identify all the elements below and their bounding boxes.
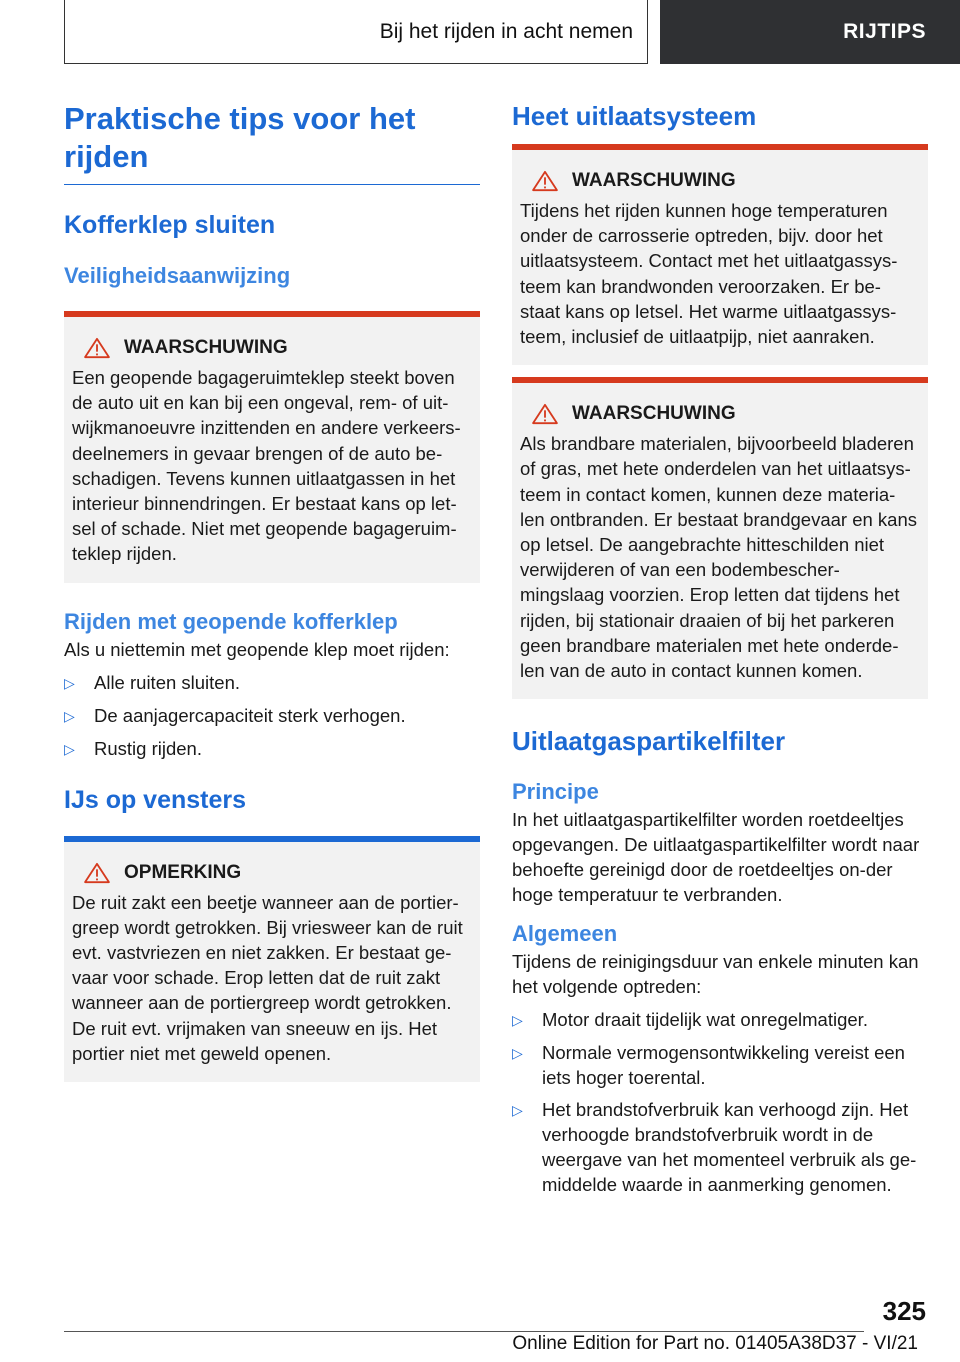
footer-edition [512,1333,918,1355]
warning-box-uitlaat-1 [512,144,928,365]
note-header [72,862,472,884]
warning-box-uitlaat-2 [512,377,928,699]
warning-label: WAARSCHUWING [124,337,288,358]
page-title: Praktische tips voor het rijden [64,100,480,185]
triangle-bullet-icon: ▷ [512,1102,523,1119]
algemeen-intro: Tijdens de reinigingsduur van enkele minuten kan het volgende optreden: [512,951,919,998]
triangle-bullet-icon: ▷ [512,1012,523,1029]
header-section-title: Bij het rijden in acht nemen [64,0,648,64]
warning-box-kofferklep [64,311,480,583]
list-item: ▷ Rustig rijden. [64,736,480,762]
warning-header [72,337,472,359]
subsection-veiligheid: Veiligheidsaanwijzing [64,263,291,288]
list-item: ▷ Motor draait tijdelijk wat onregelmatiger. [512,1007,928,1033]
page-number: 325 [882,1296,926,1326]
intro-text: Als u niettemin met geopende klep moet rijden: [64,638,450,660]
list-item: ▷ Normale vermogensontwikkeling vereist een iets hoger toerental. [512,1042,905,1089]
warning-text: Een geopende bagageruimteklep steekt boven de auto uit en kan bij een ongeval, rem- of uit-wijkmanoeuvre inzittenden en andere verkeers-deelnemers in gevaar brengen of de auto be-schadigen. Tevens kunnen uitlaatgassen in het interieur binnendringen. Er bestaat kans op let-sel of schade. Niet met geopende bagageruim-teklep rijden. [72,367,461,565]
warning-header [520,403,920,425]
section-title-kofferklep: Kofferklep sluiten [64,211,276,239]
warning-label: WAARSCHUWING [572,170,736,191]
warning-label: WAARSCHUWING [572,403,736,425]
subsection-principe: Principe [512,779,599,805]
warning-text: Als brandbare materialen, bijvoorbeeld bladeren of gras, met hete onderdelen van het uitlaatsys-teem in contact komen, kunnen deze materia-len ontbranden. Er bestaat brandgevaar en kans op letsel. De aangebrachte hitteschilden niet verwijderen of van een bodembescher-mingslaag voorzien. Erop letten dat tijdens het rijden, bij stationair draaien of bij het parkeren geen brandbare materialen met hete onderde-len van de auto in contact kunnen komen. [520,433,918,682]
section-title-partikelfilter: Uitlaatgaspartikelfilter [512,726,786,757]
left-column [64,100,480,1082]
triangle-bullet-icon: ▷ [512,1045,523,1062]
edition-text: Online Edition for Part no. 01405A38D37 - VI/21 [512,1333,918,1354]
triangle-bullet-icon: ▷ [64,707,75,724]
list-item: ▷ De aanjagercapaciteit sterk verhogen. [64,703,480,729]
note-box-ijs [64,836,480,1082]
warning-triangle-icon [82,862,112,884]
note-text: De ruit zakt een beetje wanneer aan de portier-greep wordt getrokken. Bij vriesweer kan de ruit evt. vastvriezen en niet zakken. Er bestaat ge-vaar voor schade. Erop letten dat de ruit zakt wanneer aan de portiergreep wordt getrokken. De ruit evt. vrijmaken van sneeuw en ijs. Het portier niet met geweld openen. [72,891,463,1064]
list-item: ▷ Het brandstofverbruik kan verhoogd zijn. Het verhoogde brandstofverbruik wordt in de weergave van het momenteel verbruik als ge-middelde waarde in aanmerking genomen. [512,1099,917,1196]
subsection-algemeen: Algemeen [512,921,618,947]
footer-divider [64,1331,864,1332]
warning-triangle-icon [82,337,112,359]
instruction-list [64,670,480,762]
right-column [512,100,928,1197]
chapter-tab[interactable]: RIJTIPS [660,0,960,64]
triangle-bullet-icon: ▷ [64,740,75,757]
subsection-geopende-kofferklep: Rijden met geopende kofferklep [64,608,398,634]
warning-triangle-icon [530,403,560,425]
section-title-uitlaat: Heet uitlaatsysteem [512,101,757,131]
triangle-bullet-icon: ▷ [64,674,75,691]
section-title-ijs: IJs op vensters [64,785,247,814]
warning-triangle-icon [530,170,560,192]
effects-list [512,1007,928,1197]
warning-header [520,170,920,192]
list-item: ▷ Alle ruiten sluiten. [64,670,480,696]
warning-text: Tijdens het rijden kunnen hoge temperaturen onder de carrosserie optreden, bijv. door het uitlaatsysteem. Contact met het uitlaatgassys-teem kan brandwonden veroorzaken. Er be-staat kans op letsel. Het warme uitlaatgassys-teem, inclusief de uitlaatpijp, niet aanraken. [520,200,898,348]
note-label: OPMERKING [124,861,242,883]
principe-text: In het uitlaatgaspartikelfilter worden roetdeeltjes opgevangen. De uitlaatgaspartikelfilter wordt naar behoefte gereinigd door de roetdeeltjes on-der hoge temperatuur te verbranden. [512,809,920,906]
